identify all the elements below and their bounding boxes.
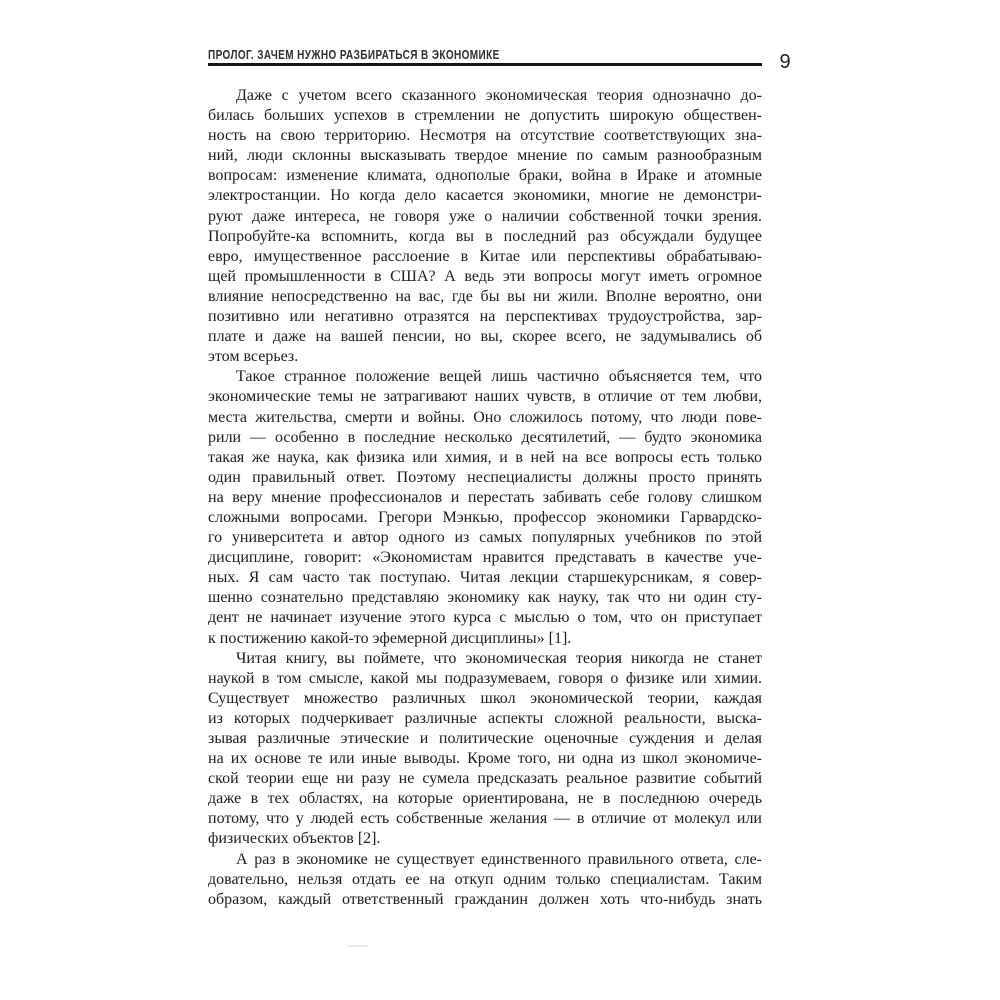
body-text [208, 86, 762, 910]
text-line: дент не начинает изучение этого курса с мыслью о том, что он приступает [208, 609, 762, 627]
text-line: шенно сознательно представляю экономику как науку, так что ни один сту- [208, 589, 762, 607]
text-line: этом всерьез. [208, 348, 299, 366]
text-line: Существует множество различных школ экономической теории, каждая [208, 689, 762, 707]
text-line: зывая различные этические и политические оценочные суждения и делая [208, 730, 762, 747]
text-line: наукой в том смысле, какой мы подразумеваем, говоря о физике или химии. [208, 669, 762, 687]
scan-artifact-dash [347, 945, 368, 947]
text-line: вопросам: изменение климата, однополые браки, война в Ираке и атомные [208, 167, 762, 185]
text-line: Такое странное положение вещей лишь частично объясняется тем, что [236, 368, 762, 386]
header-rule [208, 63, 762, 66]
text-line: места жительства, смерти и войны. Оно сложилось потому, что люди пове- [208, 408, 762, 426]
text-line: на веру мнение профессионалов и перестать забивать себе голову слишком [208, 488, 762, 506]
text-line: из которых подчеркивает различные аспекты сложной реальности, выска- [208, 709, 762, 727]
text-line: го университета и автор одного из самых популярных учебников по этой [208, 529, 762, 547]
running-header-block [208, 46, 762, 68]
text-line: ской теории еще ни разу не сумела предсказать реальное развитие событий [208, 770, 762, 788]
text-line: такая же наука, как физика или химия, и в ней на все вопросы есть только [208, 448, 762, 466]
text-line: позитивно или негативно отразятся на перспективах трудоустройства, зар- [208, 308, 762, 326]
text-line: образом, каждый ответственный гражданин должен хоть что-нибудь знать [208, 890, 762, 908]
text-line: Попробуйте-ка вспомнить, когда вы в последний раз обсуждали будущее [208, 227, 762, 245]
text-line: один правильный ответ. Поэтому неспециалисты должны просто принять [208, 468, 762, 486]
text-line: дисциплине, говорит: «Экономистам нравится представать в качестве уче- [208, 549, 762, 567]
text-line: рили — особенно в последние несколько десятилетий, — будто экономика [208, 428, 762, 446]
page-number: 9 [779, 51, 791, 73]
text-line: щей промышленности в США? А ведь эти вопросы могут иметь огромное [208, 267, 762, 285]
text-line: даже в тех областях, на которые ориентирована, не в последнюю очередь [208, 790, 762, 808]
text-line: физических объектов [2]. [208, 830, 381, 848]
text-line: ность на свою территорию. Несмотря на отсутствие соответствующих зна- [208, 127, 762, 145]
text-line: плате и даже на вашей пенсии, но вы, скорее всего, не задумывались об [208, 328, 762, 346]
text-line: сложными вопросами. Грегори Мэнкью, профессор экономики Гарвардско- [208, 508, 762, 526]
text-line: руют даже интереса, не говоря уже о наличии собственной точки зрения. [208, 207, 762, 225]
text-line: евро, имущественное расслоение в Китае или перспективы обрабатываю- [208, 247, 762, 265]
text-line: потому, что у людей есть собственные желания — в отличие от молекул или [208, 810, 762, 828]
text-line: ний, люди склонны высказывать твердое мнение по самым разнообразным [208, 147, 762, 165]
text-line: экономические темы не затрагивают наших чувств, в отличие от тем любви, [208, 388, 762, 406]
text-line: Даже с учетом всего сказанного экономическая теория однозначно до- [236, 87, 762, 104]
text-line: Читая книгу, вы поймете, что экономическая теория никогда не станет [236, 649, 762, 667]
text-line: электростанции. Но когда дело касается экономики, многие не демонстри- [208, 187, 762, 205]
running-header-text: ПРОЛОГ. ЗАЧЕМ НУЖНО РАЗБИРАТЬСЯ В ЭКОНОМИКЕ [208, 48, 500, 62]
text-line: на их основе те или иные выводы. Кроме того, ни одна из школ экономиче- [208, 750, 762, 768]
text-line: ных. Я сам часто так поступаю. Читая лекции старшекурсникам, я совер- [208, 569, 762, 587]
text-line: довательно, нельзя отдать ее на откуп одним только специалистам. Таким [208, 870, 762, 888]
text-line: влияние непосредственно на вас, где бы вы ни жили. Вполне вероятно, они [208, 287, 762, 305]
text-line: билась больших успехов в стремлении не допустить широкую обществен- [208, 107, 762, 125]
text-line: А раз в экономике не существует единственного правильного ответа, сле- [236, 850, 762, 868]
text-line: к постижению какой-то эфемерной дисциплины» [1]. [208, 629, 572, 647]
